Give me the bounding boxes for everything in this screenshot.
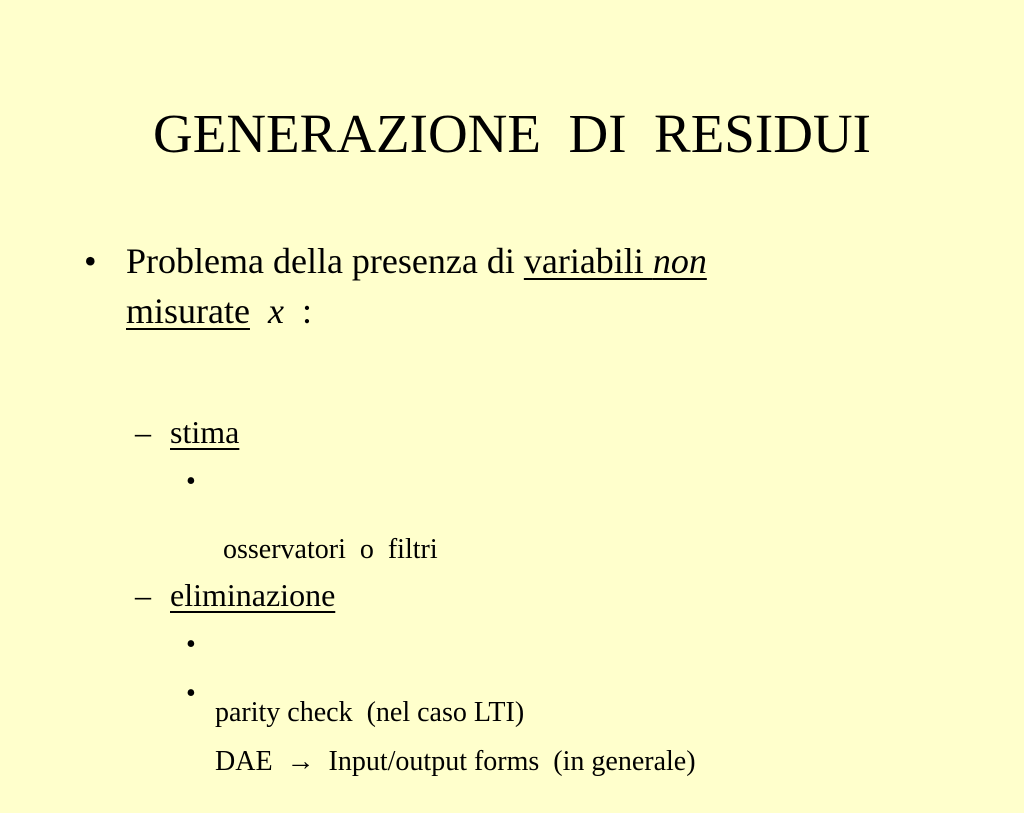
slide-title: GENERAZIONE DI RESIDUI: [153, 103, 871, 164]
main-bullet-lead: Problema della presenza di: [126, 241, 524, 281]
dash-marker: –: [135, 577, 151, 613]
section-heading: eliminazione: [170, 577, 336, 613]
colon: :: [283, 291, 312, 331]
bullet-marker: •: [186, 678, 196, 709]
misurate-word: misurate: [126, 291, 250, 331]
section-stima: [135, 412, 240, 572]
non-word: non: [652, 241, 707, 281]
list-item-text: parity check (nel caso LTI): [215, 697, 525, 728]
bullet-marker: •: [186, 466, 196, 497]
variabili-word: variabili: [523, 241, 653, 281]
list-item-text: osservatori o filtri: [223, 534, 438, 565]
bullet-marker: •: [186, 629, 196, 660]
spacer: [250, 291, 268, 331]
list-item-text: DAE → Input/output forms (in generale): [215, 746, 696, 777]
section-heading: stima: [170, 414, 240, 450]
unmeasured-variables-phrase: [524, 241, 707, 281]
section-eliminazione: [135, 575, 336, 735]
variable-x: x: [267, 291, 284, 331]
main-bullet-text: [126, 236, 926, 336]
bullet-marker: •: [84, 241, 97, 281]
dash-marker: –: [135, 414, 151, 450]
